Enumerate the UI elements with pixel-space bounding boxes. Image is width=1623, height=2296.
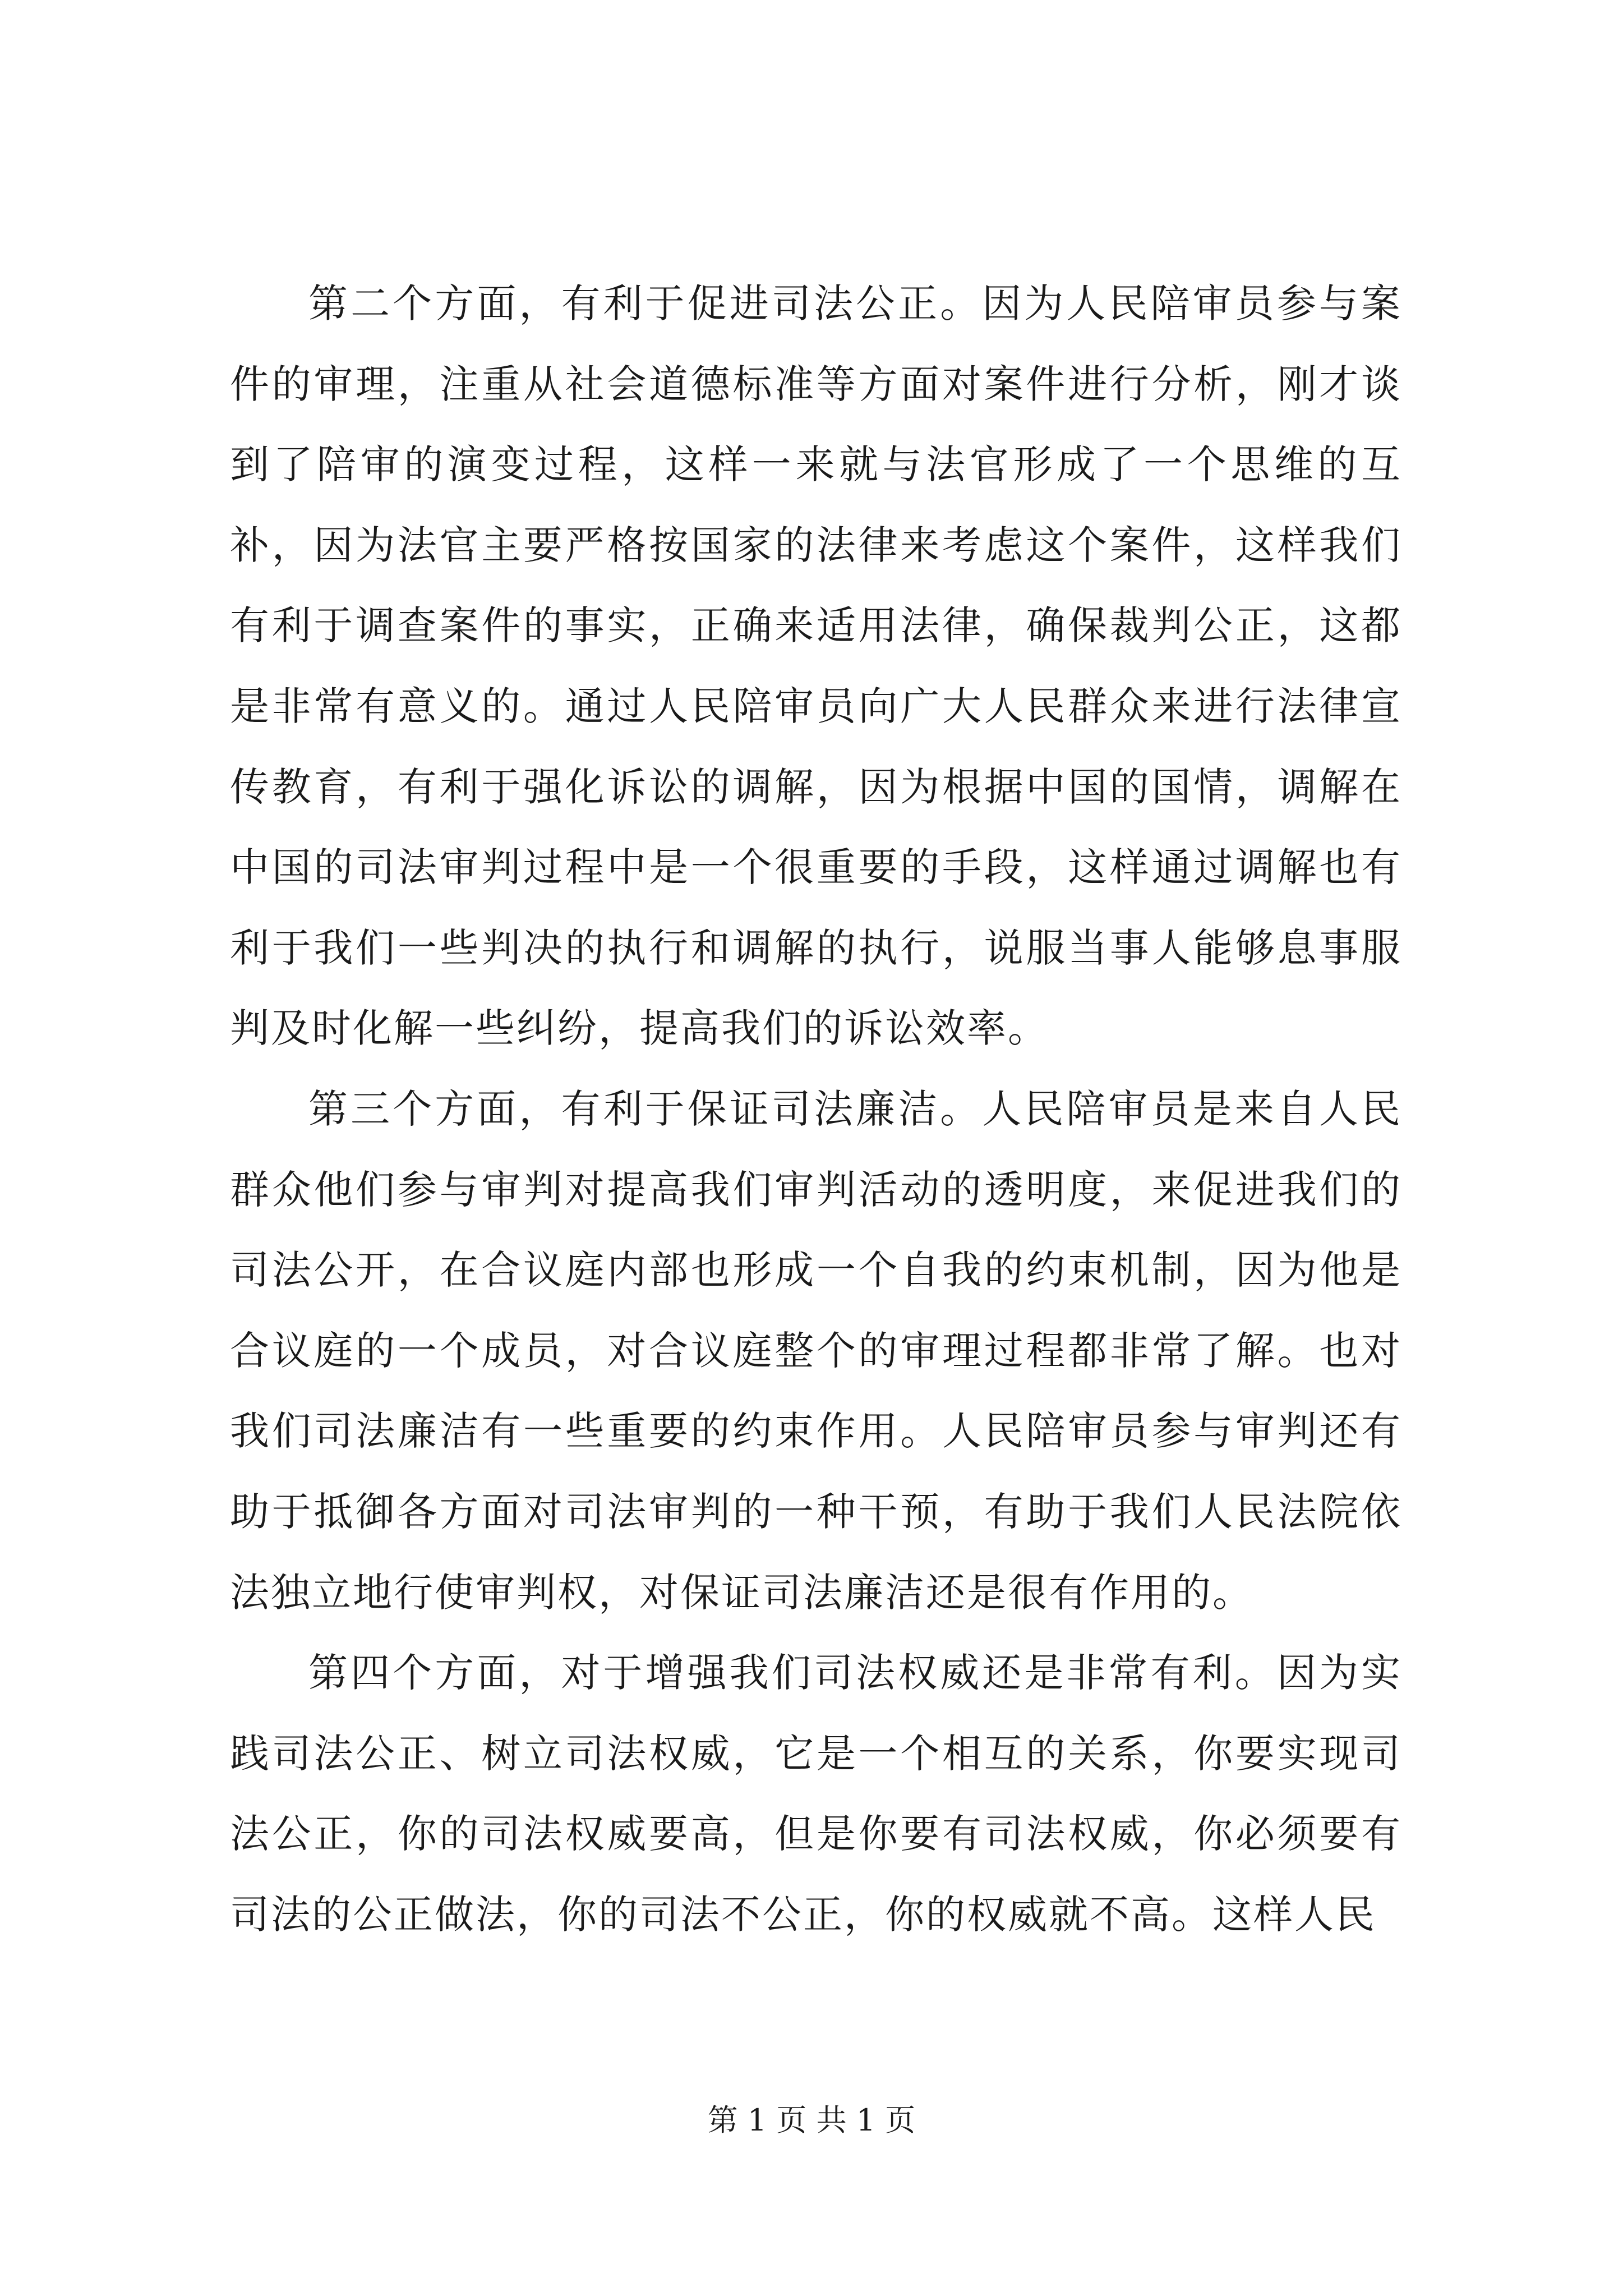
body-text <box>230 264 1402 1955</box>
paragraph-second-aspect: 第二个方面，有利于促进司法公正。因为人民陪审员参与案件的审理，注重从社会道德标准等方面对案件进行分析，刚才谈到了陪审的演变过程，这样一来就与法官形成了一个思维的互补，因为法官主要严格按国家的法律来考虑这个案件，这样我们有利于调查案件的事实，正确来适用法律，确保裁判公正，这都是非常有意义的。通过人民陪审员向广大人民群众来进行法律宣传教育，有利于强化诉讼的调解，因为根据中国的国情，调解在中国的司法审判过程中是一个很重要的手段，这样通过调解也有利于我们一些判决的执行和调解的执行，说服当事人能够息事服判及时化解一些纠纷，提高我们的诉讼效率。 <box>230 280 1402 1052</box>
paragraph-fourth-aspect: 第四个方面，对于增强我们司法权威还是非常有利。因为实践司法公正、树立司法权威，它是一个相互的关系，你要实现司法公正，你的司法权威要高，但是你要有司法权威，你必须要有司法的公正做法，你的司法不公正，你的权威就不高。这样人民 <box>230 1650 1402 1938</box>
page-number-footer: 第 1 页 共 1 页 <box>707 2102 916 2138</box>
paragraph-third-aspect: 第三个方面，有利于保证司法廉洁。人民陪审员是来自人民群众他们参与审判对提高我们审判活动的透明度，来促进我们的司法公开，在合议庭内部也形成一个自我的约束机制，因为他是合议庭的一个成员，对合议庭整个的审理过程都非常了解。也对我们司法廉洁有一些重要的约束作用。人民陪审员参与审判还有助于抵御各方面对司法审判的一种干预，有助于我们人民法院依法独立地行使审判权，对保证司法廉洁还是很有作用的。 <box>230 1085 1402 1616</box>
